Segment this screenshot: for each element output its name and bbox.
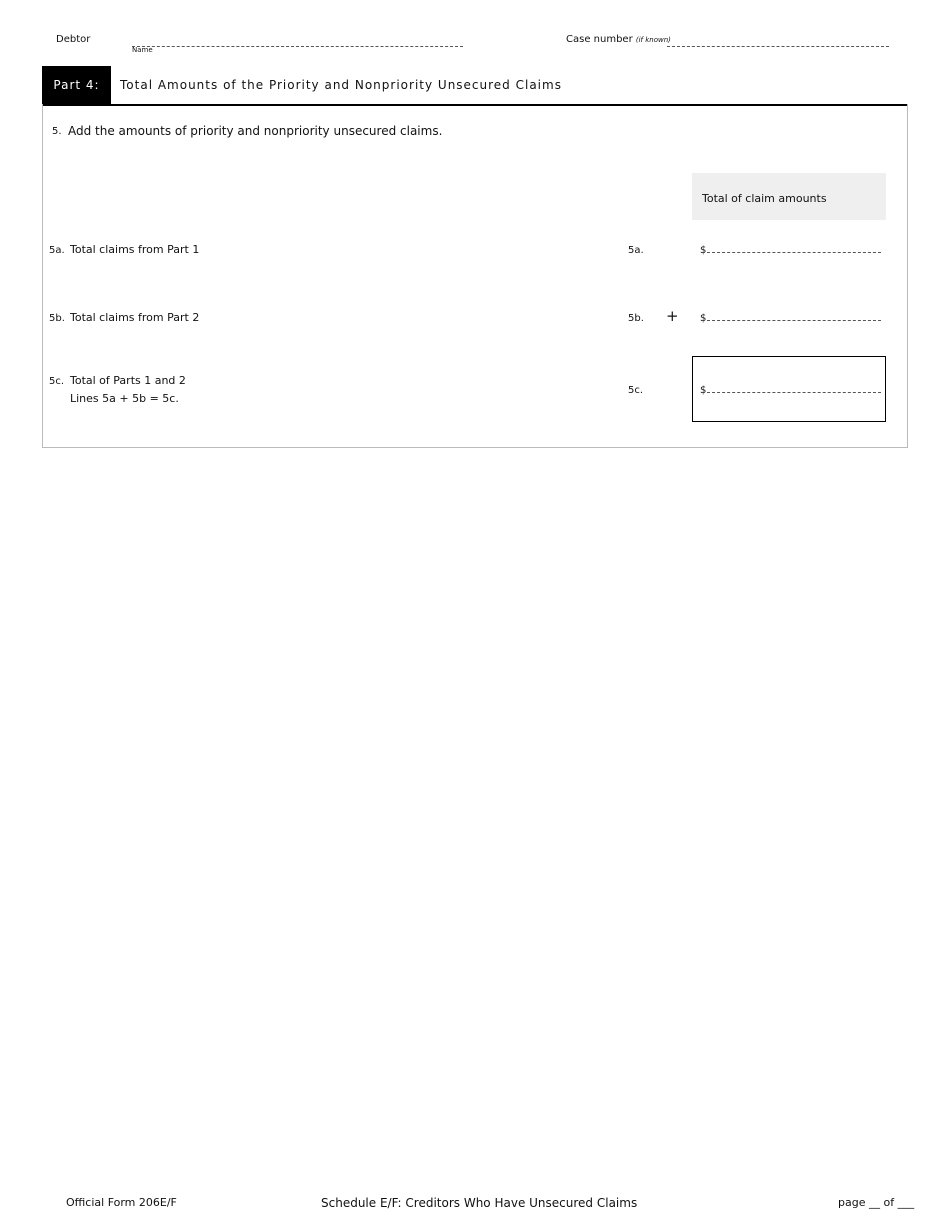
line-5b-code: 5b.	[49, 313, 65, 324]
name-caption: Name	[132, 46, 153, 54]
part-4-header	[42, 66, 908, 106]
line-5c-amount-field[interactable]	[700, 382, 881, 396]
line-5c-label: Total of Parts 1 and 2	[70, 374, 186, 387]
line-5c-ref: 5c.	[628, 385, 644, 396]
case-number-label: Case number (if known)	[566, 34, 671, 45]
form-name: Official Form 206E/F	[66, 1196, 177, 1209]
plus-operator: +	[666, 307, 679, 325]
line-5b-ref: 5b.	[628, 313, 644, 324]
part-title: Total Amounts of the Priority and Nonpriority Unsecured Claims	[120, 78, 562, 92]
case-number-field[interactable]	[667, 34, 889, 47]
line-5b-amount-field[interactable]	[700, 310, 881, 324]
total-column-header: Total of claim amounts	[692, 173, 886, 220]
line-5a-ref: 5a.	[628, 245, 644, 256]
part-tag: Part 4:	[42, 66, 111, 104]
dollar-sign: $	[700, 245, 707, 256]
line-5a-code: 5a.	[49, 245, 65, 256]
line-5c-code: 5c.	[49, 376, 65, 387]
section-number: 5.	[52, 126, 62, 137]
line-5a-label: Total claims from Part 1	[70, 243, 200, 256]
line-5a-amount-field[interactable]	[700, 242, 881, 256]
debtor-name-field[interactable]	[132, 34, 463, 47]
schedule-title: Schedule E/F: Creditors Who Have Unsecured Claims	[321, 1196, 638, 1210]
section-instruction: Add the amounts of priority and nonpriority unsecured claims.	[68, 124, 443, 138]
dollar-sign: $	[700, 313, 707, 324]
page-number: page __ of ___	[838, 1196, 915, 1209]
line-5c-sublabel: Lines 5a + 5b = 5c.	[70, 392, 179, 405]
case-number-qualifier: (if known)	[635, 36, 671, 44]
line-5b-label: Total claims from Part 2	[70, 311, 200, 324]
debtor-label: Debtor	[56, 34, 91, 45]
dollar-sign: $	[700, 385, 707, 396]
